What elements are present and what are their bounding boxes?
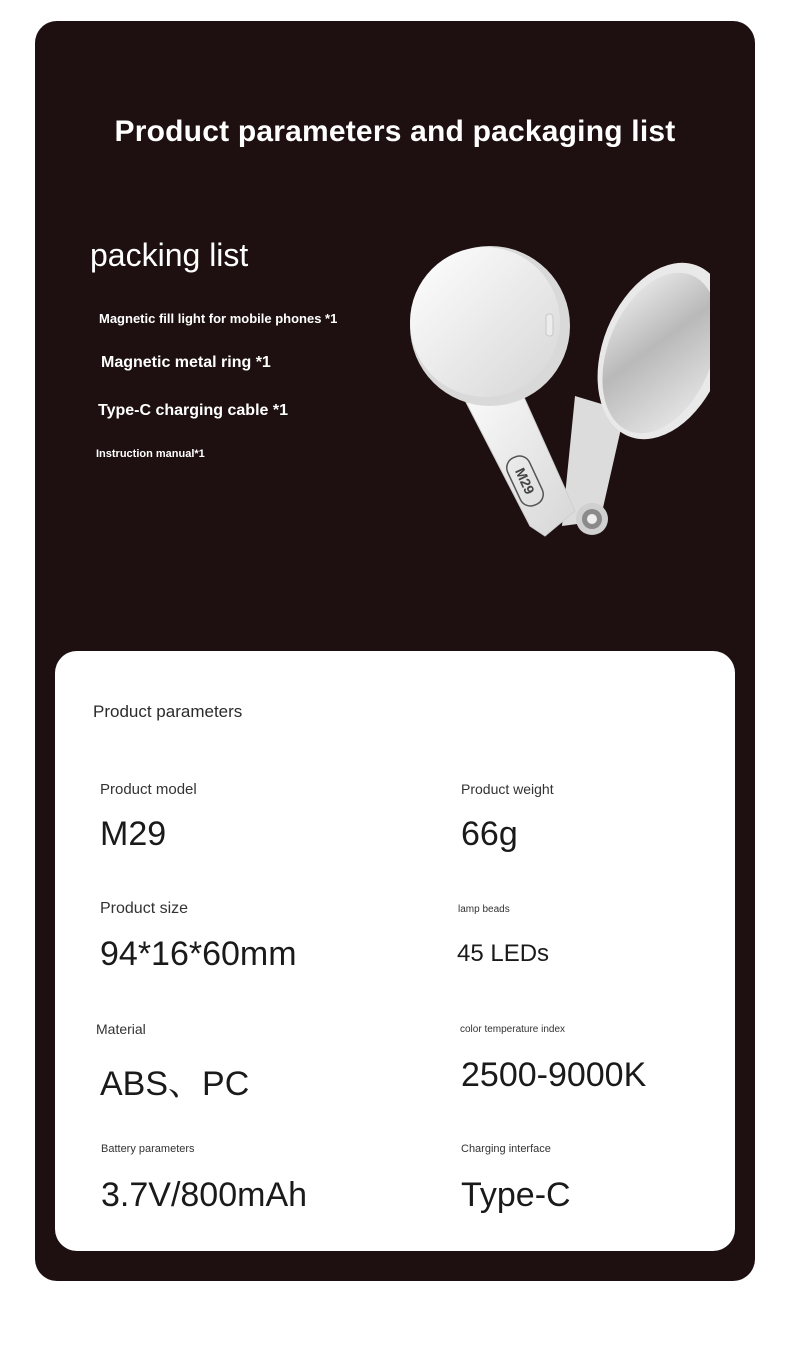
color-temp-label: color temperature index (460, 1024, 566, 1035)
parameters-card (55, 651, 735, 1251)
color-temp-value: 2500-9000K (461, 1056, 647, 1094)
size-value: 94*16*60mm (100, 935, 297, 973)
charging-label: Charging interface (461, 1143, 551, 1155)
material-value: ABS、PC (100, 1065, 250, 1103)
packing-list-title: packing list (90, 237, 249, 273)
beads-label: lamp beads (458, 904, 510, 915)
battery-label: Battery parameters (101, 1143, 195, 1155)
packing-item: Magnetic metal ring *1 (101, 354, 271, 371)
weight-label: Product weight (461, 781, 554, 797)
size-label: Product size (100, 900, 189, 917)
packing-item: Type-C charging cable *1 (98, 402, 288, 419)
charging-value: Type-C (461, 1176, 571, 1214)
battery-value: 3.7V/800mAh (101, 1176, 308, 1214)
model-engraving: M29 (511, 465, 539, 497)
weight-value: 66g (461, 815, 518, 853)
model-label: Product model (100, 781, 197, 798)
material-label: Material (96, 1021, 146, 1037)
dark-panel (35, 21, 755, 1281)
packing-item: Magnetic fill light for mobile phones *1 (99, 311, 338, 326)
parameters-title: Product parameters (93, 702, 243, 721)
product-image (370, 226, 710, 556)
beads-value: 45 LEDs (457, 940, 550, 967)
page-heading: Product parameters and packaging list (114, 115, 676, 148)
model-value: M29 (100, 815, 167, 853)
packing-item: Instruction manual*1 (96, 448, 205, 460)
